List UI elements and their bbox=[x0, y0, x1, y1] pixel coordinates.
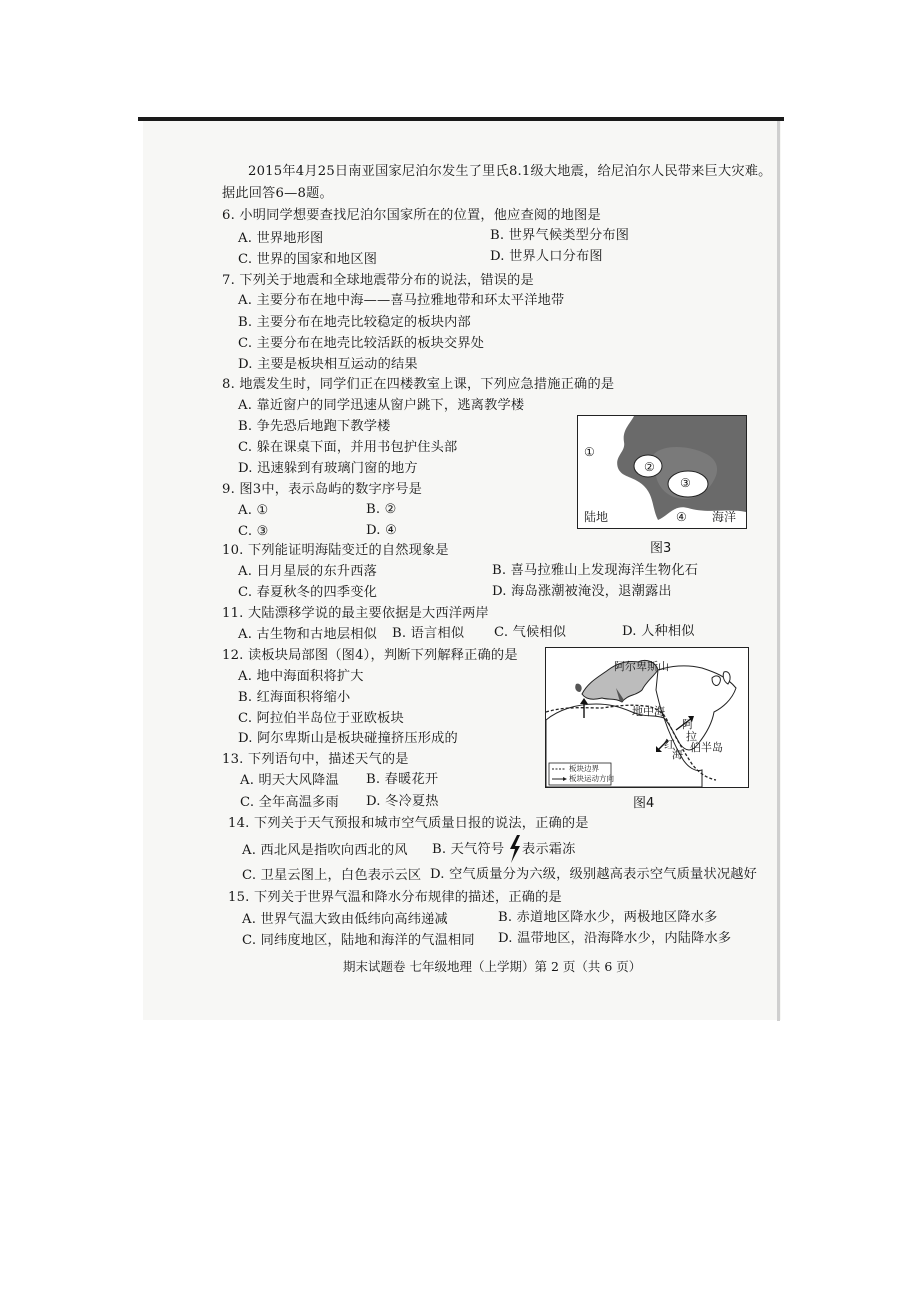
figure-4-caption: 图4 bbox=[633, 796, 655, 811]
question-14-stem: 14. 下列关于天气预报和城市空气质量日报的说法，正确的是 bbox=[228, 816, 589, 831]
figure-4-legend-boundary: 板块边界 bbox=[569, 764, 599, 773]
figure-3-label-3: ③ bbox=[680, 476, 691, 490]
figure-4-island-1 bbox=[712, 676, 720, 686]
question-7-option-b: B. 主要分布在地壳比较稳定的板块内部 bbox=[238, 315, 471, 330]
question-12-option-a: A. 地中海面积将扩大 bbox=[238, 669, 364, 684]
question-12-option-b: B. 红海面积将缩小 bbox=[238, 690, 351, 705]
question-12-option-c: C. 阿拉伯半岛位于亚欧板块 bbox=[238, 711, 404, 726]
question-11-option-a: A. 古生物和古地层相似 bbox=[238, 627, 377, 642]
question-15-option-a: A. 世界气温大致由低纬向高纬递减 bbox=[242, 912, 448, 927]
question-10-option-a: A. 日月星辰的东升西落 bbox=[238, 564, 377, 579]
question-13-option-c: C. 全年高温多雨 bbox=[240, 795, 339, 810]
question-6-option-a: A. 世界地形图 bbox=[238, 231, 324, 246]
question-11-option-c: C. 气候相似 bbox=[494, 625, 567, 640]
figure-4-arabia-label-2: 拉 bbox=[686, 730, 697, 743]
question-10-option-c: C. 春夏秋冬的四季变化 bbox=[238, 585, 378, 600]
question-11-option-d: D. 人种相似 bbox=[622, 624, 695, 639]
question-11-stem: 11. 大陆漂移学说的最主要依据是大西洋两岸 bbox=[222, 606, 489, 621]
scan-top-edge bbox=[138, 117, 784, 121]
figure-4-redsea-label-1: 红 bbox=[664, 738, 675, 751]
question-15-option-d: D. 温带地区，沿海降水少，内陆降水多 bbox=[498, 931, 732, 946]
question-10-option-b: B. 喜马拉雅山上发现海洋生物化石 bbox=[492, 563, 699, 578]
figure-4-britain bbox=[575, 684, 581, 692]
figure-4-legend-motion: 板块运动方向 bbox=[569, 774, 614, 783]
question-12-stem: 12. 读板块局部图（图4），判断下列解释正确的是 bbox=[222, 648, 518, 663]
question-6-option-c: C. 世界的国家和地区图 bbox=[238, 252, 378, 267]
figure-3-land-label: 陆地 bbox=[584, 510, 609, 524]
lightning-weather-symbol-icon bbox=[508, 835, 522, 863]
figure-4-redsea-label-2: 海 bbox=[672, 748, 683, 761]
figure-3-map bbox=[577, 415, 747, 529]
question-9-option-d: D. ④ bbox=[366, 523, 398, 538]
question-15-option-c: C. 同纬度地区，陆地和海洋的气温相同 bbox=[242, 933, 475, 948]
question-6-stem: 6. 小明同学想要查找尼泊尔国家所在的位置，他应查阅的地图是 bbox=[222, 208, 601, 223]
figure-3-label-4: ④ bbox=[676, 510, 687, 524]
intro-line-2: 据此回答6—8题。 bbox=[222, 186, 333, 201]
figure-3-label-1: ① bbox=[584, 445, 595, 459]
question-8-option-c: C. 躲在课桌下面，并用书包护住头部 bbox=[238, 440, 458, 455]
question-14-option-c: C. 卫星云图上，白色表示云区 bbox=[242, 868, 422, 883]
figure-3-ocean-label: 海洋 bbox=[712, 510, 737, 524]
question-14-option-d: D. 空气质量分为六级，级别越高表示空气质量状况越好 bbox=[430, 867, 757, 882]
figure-3-label-2: ② bbox=[644, 460, 655, 474]
scan-right-edge bbox=[777, 121, 780, 1021]
question-10-stem: 10. 下列能证明海陆变迁的自然现象是 bbox=[222, 543, 449, 558]
question-8-option-a: A. 靠近窗户的同学迅速从窗户跳下，逃离教学楼 bbox=[238, 398, 525, 413]
question-15-stem: 15. 下列关于世界气温和降水分布规律的描述，正确的是 bbox=[228, 890, 562, 905]
figure-3-caption: 图3 bbox=[650, 541, 672, 556]
question-14-option-b-suffix: 表示霜冻 bbox=[522, 842, 576, 857]
figure-4-arabia-label-3: 伯半岛 bbox=[690, 741, 723, 754]
question-7-option-a: A. 主要分布在地中海——喜马拉雅地带和环太平洋地带 bbox=[238, 293, 565, 308]
figure-4-map bbox=[545, 647, 749, 788]
question-8-option-d: D. 迅速躲到有玻璃门窗的地方 bbox=[238, 461, 418, 476]
question-9-stem: 9. 图3中，表示岛屿的数字序号是 bbox=[222, 482, 423, 497]
question-15-option-b: B. 赤道地区降水少，两极地区降水多 bbox=[498, 910, 718, 925]
figure-4-alps-label: 阿尔卑斯山 bbox=[614, 660, 669, 673]
question-14-option-a: A. 西北风是指吹向西北的风 bbox=[242, 843, 408, 858]
question-7-option-d: D. 主要是板块相互运动的结果 bbox=[238, 357, 418, 372]
question-6-option-d: D. 世界人口分布图 bbox=[490, 249, 603, 264]
question-13-option-a: A. 明天大风降温 bbox=[240, 773, 339, 788]
figure-4-arabia-label-1: 阿 bbox=[682, 718, 693, 731]
question-8-option-b: B. 争先恐后地跑下教学楼 bbox=[238, 419, 391, 434]
question-10-option-d: D. 海岛涨潮被淹没，退潮露出 bbox=[492, 584, 672, 599]
question-13-stem: 13. 下列语句中，描述天气的是 bbox=[222, 752, 409, 767]
figure-4-motion-arrowhead-1 bbox=[580, 698, 588, 704]
question-6-option-b: B. 世界气候类型分布图 bbox=[490, 228, 630, 243]
question-9-option-a: A. ① bbox=[238, 503, 269, 518]
question-13-option-b: B. 春暖花开 bbox=[366, 772, 439, 787]
question-14-option-b: B. 天气符号 bbox=[432, 842, 505, 857]
question-8-stem: 8. 地震发生时，同学们正在四楼教室上课，下列应急措施正确的是 bbox=[222, 377, 615, 392]
question-7-stem: 7. 下列关于地震和全球地震带分布的说法，错误的是 bbox=[222, 273, 534, 288]
question-9-option-c: C. ③ bbox=[238, 524, 269, 539]
intro-line-1: 2015年4月25日南亚国家尼泊尔发生了里氏8.1级大地震，给尼泊尔人民带来巨大灾难。 bbox=[248, 164, 772, 179]
question-7-option-c: C. 主要分布在地壳比较活跃的板块交界处 bbox=[238, 336, 485, 351]
question-11-option-b: B. 语言相似 bbox=[392, 626, 465, 641]
question-13-option-d: D. 冬冷夏热 bbox=[366, 794, 439, 809]
figure-4-med-label: 地中海 bbox=[632, 705, 665, 718]
page-footer: 期末试题卷 七年级地理（上学期）第 2 页（共 6 页） bbox=[343, 959, 642, 974]
question-9-option-b: B. ② bbox=[366, 502, 397, 517]
question-12-option-d: D. 阿尔卑斯山是板块碰撞挤压形成的 bbox=[238, 731, 458, 746]
